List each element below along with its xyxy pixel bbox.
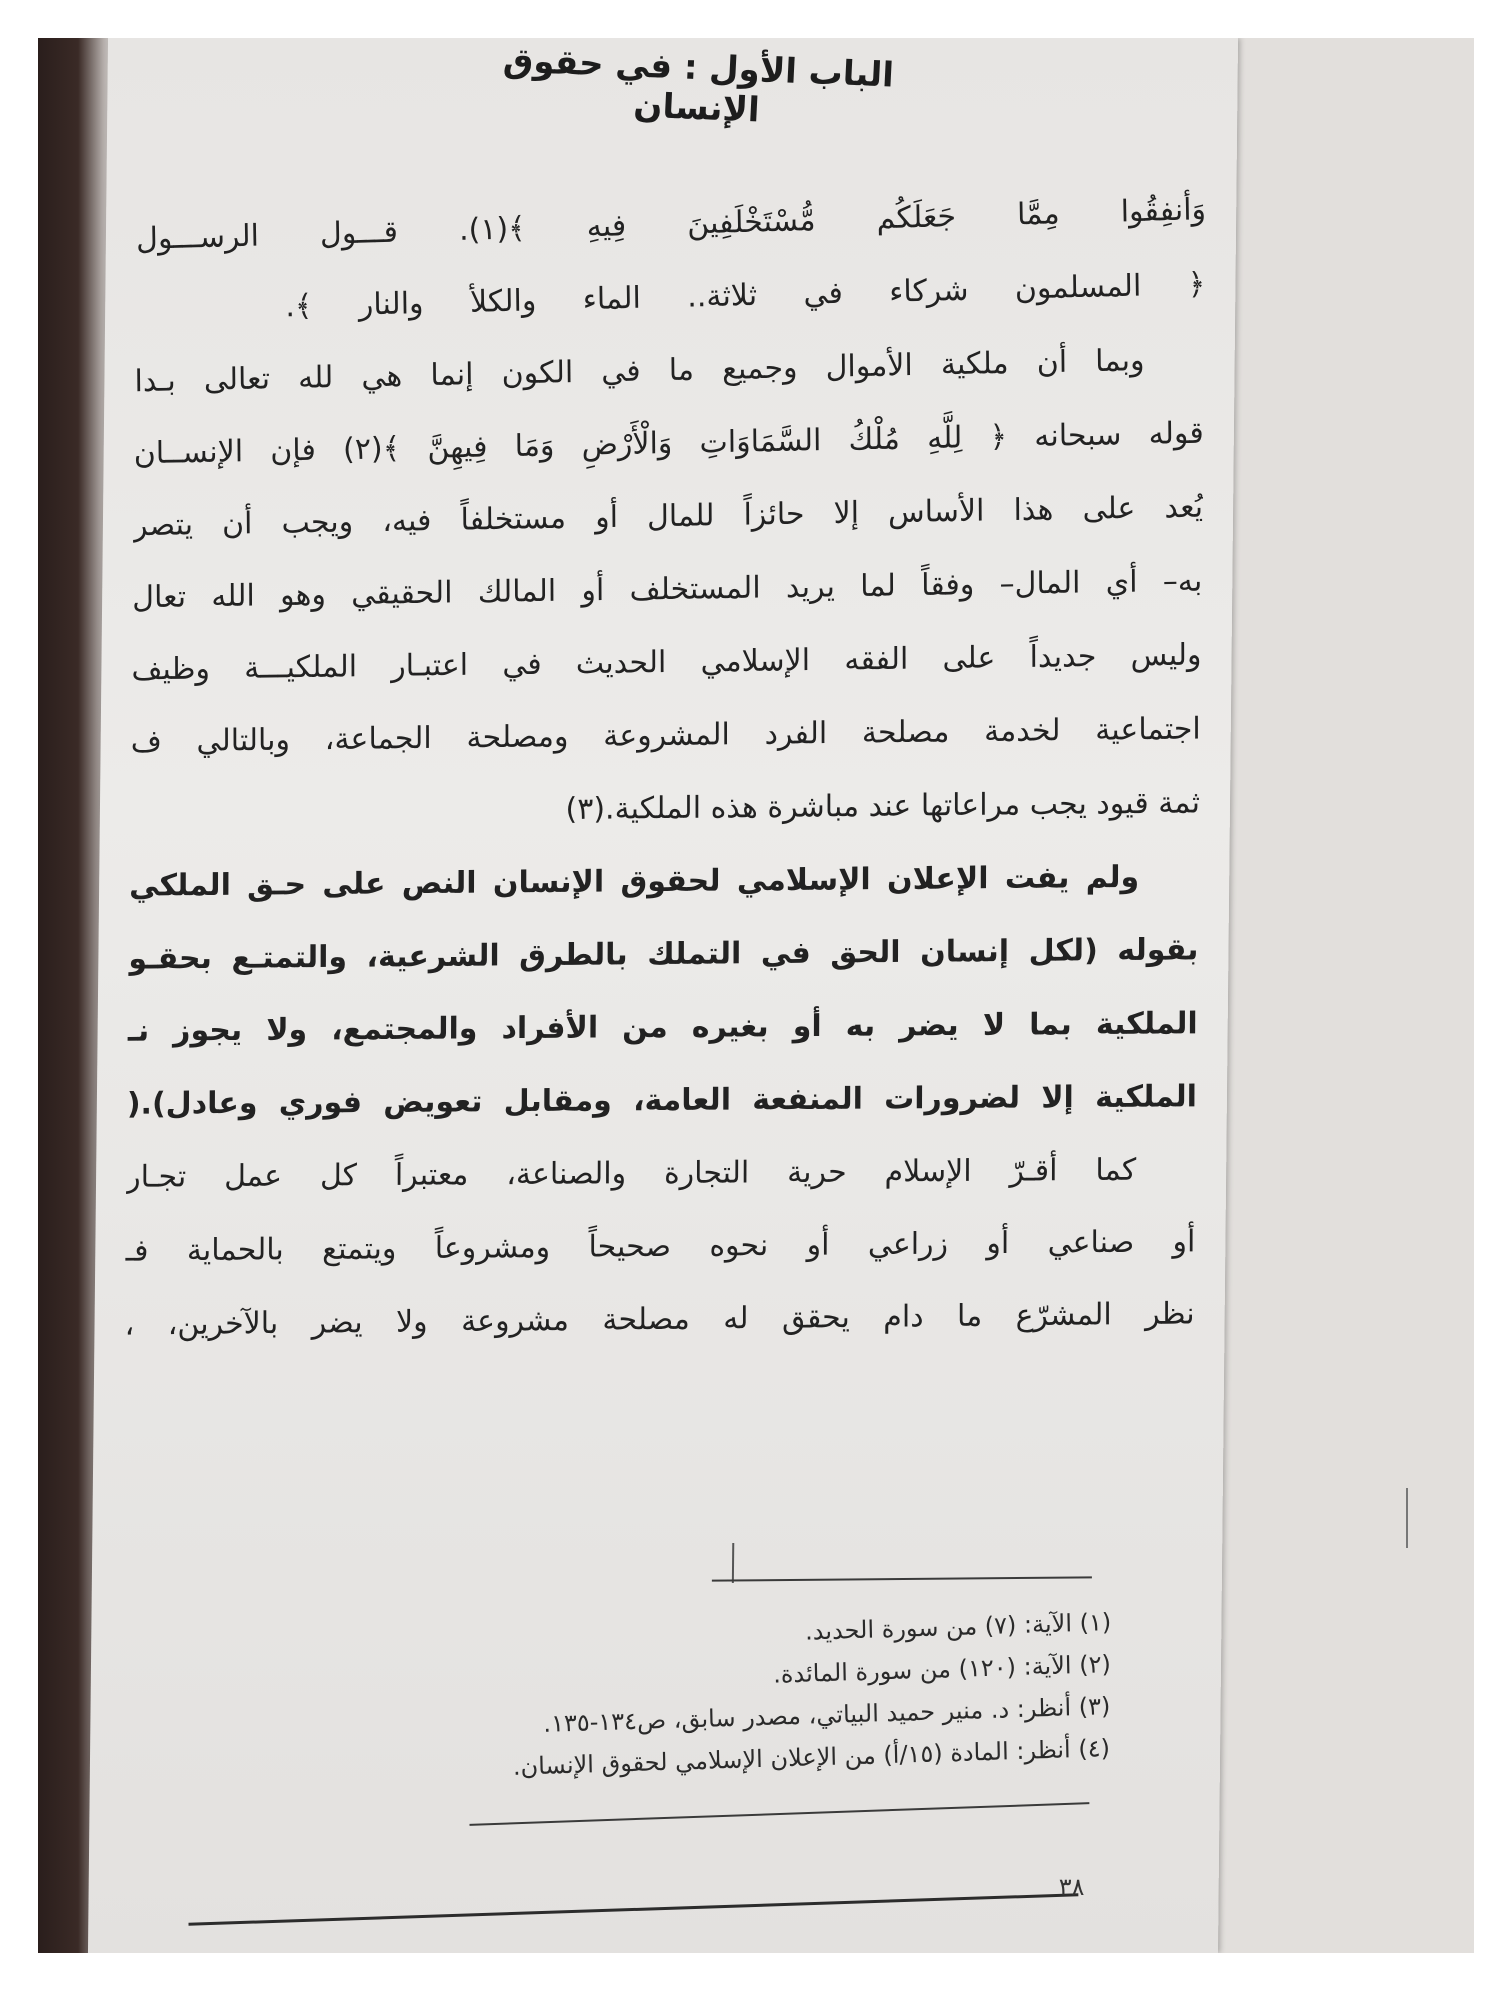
body-line: قوله سبحانه ﴿ لِلَّهِ مُلْكُ السَّمَاوَاتِ وَالْأَرْضِ وَمَا فِيهِنَّ ﴾(٢) فإن الإنســان: [133, 415, 1204, 472]
body-line: وَأنفِقُوا مِمَّا جَعَلَكُم مُّسْتَخْلَفِينَ فِيهِ ﴾(١). قـــول الرســـول: [135, 192, 1207, 257]
page-number: ٣٨: [1058, 1873, 1085, 1901]
footnote: (٢) الآية: (١٢٠) من سورة المائدة.: [772, 1650, 1112, 1689]
body-line: الملكية بما لا يضر به أو بغيره من الأفراد والمجتمع، ولا يجوز نـ: [127, 1006, 1198, 1049]
body-line: وليس جديداً على الفقه الإسلامي الحديث في اعتبـار الملكيـــة وظيف: [131, 637, 1202, 688]
body-line: به– أي المال– وفقاً لما يريد المستخلف أو المالك الحقيقي وهو الله تعال: [132, 563, 1203, 616]
body-line: ولم يفت الإعلان الإسلامي لحقوق الإنسان النص على حـق الملكي: [129, 859, 1140, 904]
body-line: بقوله (لكل إنسان الحق في التملك بالطرق الشرعية، والتمتـع بحقـو: [128, 932, 1199, 977]
footnote-separator-tick: [732, 1543, 734, 1583]
body-line: ثمة قيود يجب مراعاتها عند مباشرة هذه الملكية.(٣): [565, 785, 1200, 828]
body-line: وبما أن ملكية الأموال وجميع ما في الكون إنما هي لله تعالى بـدا: [134, 343, 1145, 400]
bottom-rule: [188, 1893, 1078, 1926]
body-line: يُعد على هذا الأساس إلا حائزاً للمال أو مستخلفاً فيه، ويجب أن يتصر: [132, 489, 1204, 544]
footnote-underline: [469, 1802, 1089, 1826]
running-head: الباب الأول : في حقوق الإنسان: [502, 40, 895, 131]
body-line: أو صناعي أو زراعي أو نحوه صحيحاً ومشروعاً ويتمتع بالحماية فـ: [125, 1224, 1196, 1269]
edge-mark: [1406, 1488, 1408, 1548]
body-line: ﴿ المسلمون شركاء في ثلاثة.. الماء والكلأ والنار ﴾.: [285, 266, 1206, 325]
body-text: [124, 188, 1206, 1356]
body-line: الملكية إلا لضرورات المنفعة العامة، ومقابل تعويض فوري وعادل).(: [126, 1079, 1197, 1122]
footnote-separator: [712, 1576, 1092, 1581]
body-line: كما أقـرّ الإسلام حرية التجارة والصناعة، معتبراً كل عمل تجـار: [126, 1152, 1137, 1195]
footnote: (٤) أنظر: المادة (١٥/أ) من الإعلان الإسلامي لحقوق الإنسان.: [512, 1734, 1111, 1781]
footnotes: [350, 1608, 1112, 1781]
footnote: (٣) أنظر: د. منير حميد البياتي، مصدر سابق، ص١٣٤-١٣٥.: [543, 1692, 1111, 1738]
scan-background: [38, 38, 1474, 1953]
body-line: اجتماعية لخدمة مصلحة الفرد المشروعة ومصلحة الجماعة، وبالتالي ف: [130, 711, 1201, 760]
book-page: [88, 38, 1238, 1953]
body-line: نظر المشرّع ما دام يحقق له مصلحة مشروعة ولا يضر بالآخرين، ،: [124, 1296, 1195, 1343]
footnote: (١) الآية: (٧) من سورة الحديد.: [804, 1608, 1112, 1646]
